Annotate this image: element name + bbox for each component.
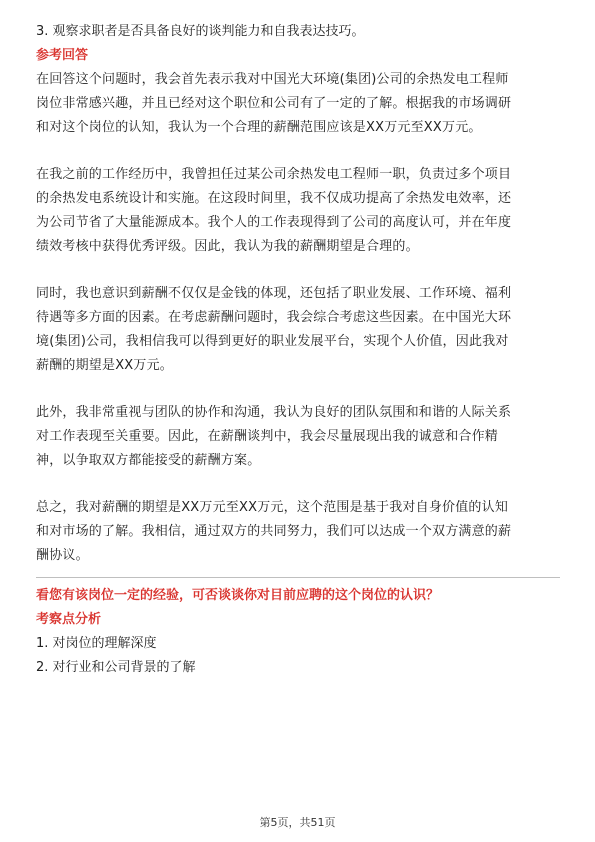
analysis-point-2: 2. 对行业和公司背景的了解 bbox=[36, 660, 196, 675]
interview-question: 看您有该岗位一定的经验，可否谈谈你对目前应聘的这个岗位的认识？ bbox=[36, 588, 440, 603]
answer-paragraph bbox=[36, 496, 560, 568]
paragraph-line: 对工作表现至关重要。因此，在薪酬谈判中，我会尽量展现出我的诚意和合作精 bbox=[36, 429, 499, 444]
answer-paragraph bbox=[36, 401, 560, 473]
paragraph-line: 和对这个岗位的认知，我认为一个合理的薪酬范围应该是XX万元至XX万元。 bbox=[36, 120, 482, 135]
paragraph-line: 酬协议。 bbox=[36, 548, 89, 563]
paragraph-line: 绩效考核中获得优秀评级。因此，我认为我的薪酬期望是合理的。 bbox=[36, 239, 419, 254]
paragraph-line: 此外，我非常重视与团队的协作和沟通，我认为良好的团队氛围和和谐的人际关系 bbox=[36, 405, 512, 420]
analysis-point-1: 1. 对岗位的理解深度 bbox=[36, 636, 157, 651]
paragraph-line: 待遇等多方面的因素。在考虑薪酬问题时，我会综合考虑这些因素。在中国光大环 bbox=[36, 310, 512, 325]
paragraph-line: 在回答这个问题时，我会首先表示我对中国光大环境(集团)公司的余热发电工程师 bbox=[36, 72, 509, 87]
answer-paragraph bbox=[36, 163, 560, 259]
answer-paragraph bbox=[36, 68, 560, 140]
paragraph-line: 总之，我对薪酬的期望是XX万元至XX万元，这个范围是基于我对自身价值的认知 bbox=[36, 500, 509, 515]
paragraph-line: 在我之前的工作经历中，我曾担任过某公司余热发电工程师一职，负责过多个项目 bbox=[36, 167, 512, 182]
analysis-heading: 考察点分析 bbox=[36, 612, 102, 627]
paragraph-line: 同时，我也意识到薪酬不仅仅是金钱的体现，还包括了职业发展、工作环境、福利 bbox=[36, 286, 512, 301]
page-number-footer: 第5页，共51页 bbox=[259, 816, 336, 829]
paragraph-line: 薪酬的期望是XX万元。 bbox=[36, 358, 174, 373]
page-content bbox=[36, 20, 560, 680]
answer-paragraph bbox=[36, 282, 560, 378]
answer-heading: 参考回答 bbox=[36, 48, 89, 63]
paragraph-line: 和对市场的了解。我相信，通过双方的共同努力，我们可以达成一个双方满意的薪 bbox=[36, 524, 512, 539]
section-divider bbox=[36, 577, 560, 578]
paragraph-line: 神，以争取双方都能接受的薪酬方案。 bbox=[36, 453, 261, 468]
paragraph-line: 境(集团)公司，我相信我可以得到更好的职业发展平台，实现个人价值，因此我对 bbox=[36, 334, 509, 349]
evaluation-point-3: 3. 观察求职者是否具备良好的谈判能力和自我表达技巧。 bbox=[36, 24, 365, 39]
paragraph-line: 的余热发电系统设计和实施。在这段时间里，我不仅成功提高了余热发电效率，还 bbox=[36, 191, 512, 206]
paragraph-line: 岗位非常感兴趣，并且已经对这个职位和公司有了一定的了解。根据我的市场调研 bbox=[36, 96, 512, 111]
paragraph-line: 为公司节省了大量能源成本。我个人的工作表现得到了公司的高度认可，并在年度 bbox=[36, 215, 512, 230]
